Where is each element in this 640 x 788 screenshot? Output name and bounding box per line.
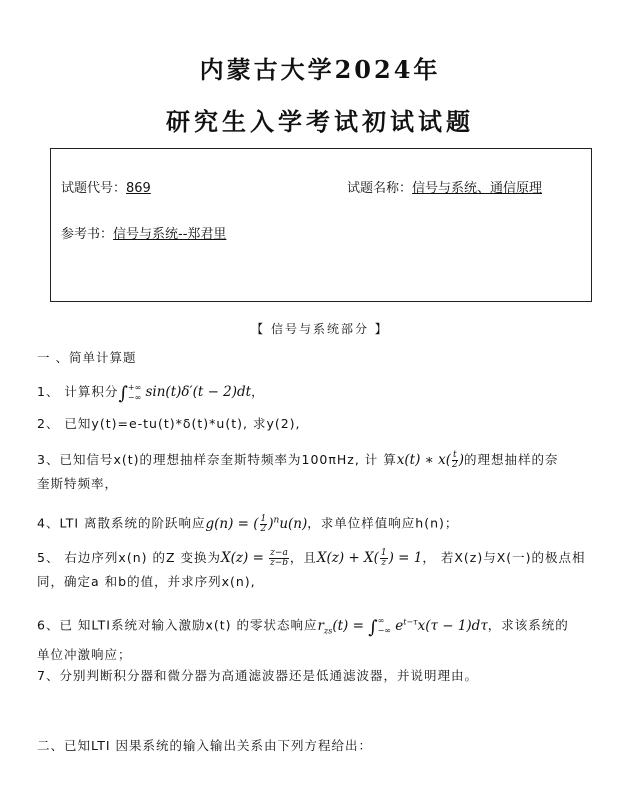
exam-info-box [50,148,592,302]
q4-prefix: 4、LTI 离散系统的阶跃响应 [37,515,206,531]
question-5 [37,546,607,594]
exam-code-row [61,177,151,196]
exam-title-line2: 研究生入学考试初试试题 [166,107,474,136]
q6-formula: $r_{zs}(t)$ = ∫ ∞ −∞ $e^{t-\tau}x(\tau - 1)d\tau$ [317,616,488,638]
reference-book-row [61,223,226,242]
q1-formula: ∫ +∞ −∞ sin(t)δ′(t − 2)dt [118,382,252,404]
q5-line2: 同，确定a 和b的值，并求序列x(n), [37,574,256,589]
question-1 [37,380,607,406]
q5-prefix: 5、 右边序列x(n) 的Z 变换为 [37,550,222,565]
reference-book-value: 信号与系统--郑君里 [113,227,227,242]
q5-suffix: ， 若X(z)与X(一)的极点相 [422,550,586,565]
q3-prefix: 3、已知信号x(t)的理想抽样奈奎斯特频率为100πHz, 计 算 [37,452,397,467]
q1-prefix: 1、 计算积分 [37,384,119,399]
question-6 [37,610,607,667]
q6-suffix: ，求该系统的 [487,617,569,633]
reference-book-label: 参考书： [61,227,114,242]
q3-line2: 奎斯特频率， [37,476,119,491]
q4-formula: g(n) = ( $\frac{1}{2}$ )$^n$u(n) [205,513,308,534]
q3-suffix: 的理想抽样的奈 [464,452,559,467]
q4-suffix: ，求单位样值响应h(n)； [307,515,459,531]
q5-mid: ，且 [289,550,317,565]
q5-formula-sum: X(z) + X( $\frac{1}{z}$ ) = 1 [316,548,423,568]
q5-formula-xz: X(z) = $\frac{z-a}{z-b}$ [221,548,289,568]
exam-code-label: 试题代号： [61,181,127,196]
part1-heading: 一 、简单计算题 [37,350,137,365]
exam-name-row [347,177,542,196]
exam-code-value: 869 [126,181,151,196]
exam-name-value: 信号与系统、通信原理 [412,181,543,196]
section-title: 【 信号与系统部分 】 [251,322,389,336]
q1-suffix: ， [251,384,265,399]
question-4 [37,508,607,536]
question-3 [37,448,607,496]
exam-name-label: 试题名称： [347,181,413,196]
q6-prefix: 6、已 知LTI系统对输入激励x(t) 的零状态响应 [37,617,318,633]
exam-title-line1: 内蒙古大学2024年 [199,55,441,84]
q3-formula: x(t) ∗ x( $\frac{t}{2}$ ) [396,450,465,470]
question-7: 7、分别判断积分器和微分器为高通滤波器还是低通滤波器，并说明理由。 [37,668,478,683]
part2-heading: 二、已知LTI 因果系统的输入输出关系由下列方程给出： [37,738,373,753]
q6-line2: 单位冲激响应； [37,647,132,663]
question-2: 2、 已知y(t)=e-tu(t)*δ(t)*u(t), 求y(2), [37,416,301,431]
